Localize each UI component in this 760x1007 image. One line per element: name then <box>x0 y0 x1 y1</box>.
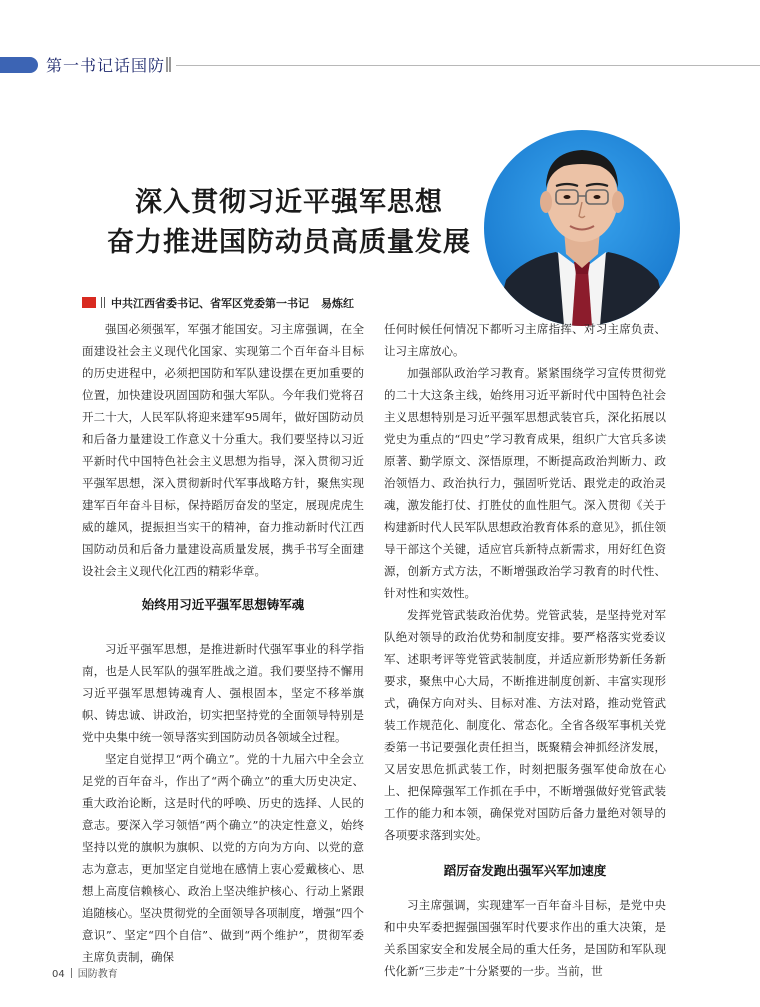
flag-icon <box>82 297 96 308</box>
article-title-line-2: 奋力推进国防动员高质量发展 <box>107 227 471 258</box>
paragraph: 强国必须强军，军强才能国安。习主席强调，在全面建设社会主义现代化国家、实现第二个百年奋斗目标的历史进程中，必须把国防和军队建设摆在更加重要的位置，加快建设巩固国防和强大军队。今年我们党将召开二十大，人民军队将迎来建军95周年，做好国防动员和后备力量建设工作意义十分重大。我们要坚持以习近平新时代中国特色社会主义思想为指导，深入贯彻习近平强军思想，深入贯彻新时代军事战略方针，聚焦实现建军百年奋斗目标，保持蹈厉奋发的坚定，展现虎虎生威的雄风，提振担当实干的精神，奋力推动新时代江西国防动员和后备力量建设高质量发展，携手书写全面建设社会主义现代化江西的精彩华章。 <box>82 322 364 578</box>
footer-divider <box>71 968 72 978</box>
section-divider-bars <box>166 57 171 72</box>
section-title: 第一书记话国防 <box>46 56 166 75</box>
article-title-line-1: 深入贯彻习近平强军思想 <box>135 187 443 218</box>
paragraph: 习近平强军思想，是推进新时代强军事业的科学指南，也是人民军队的强军胜战之道。我们要坚持不懈用习近平强军思想铸魂育人、强根固本，坚定不移举旗帜、铸忠诚、讲政治，切实把坚持党的全面领导特别是党中央集中统一领导落实到国防动员各领域全过程。 <box>82 642 364 744</box>
paragraph: 加强部队政治学习教育。紧紧围绕学习宣传贯彻党的二十大这条主线，始终用习近平新时代中国特色社会主义思想特别是习近平强军思想武装官兵，深化拓展以党史为重点的“四史”学习教育成果，组织广大官兵多读原著、勤学原文、深悟原理，不断提高政治判断力、政治领悟力、政治执行力，强固听党话、跟党走的政治灵魂，激发能打仗、打胜仗的血性胆气。深入贯彻《关于构建新时代人民军队思想政治教育体系的意见》，抓住领导干部这个关键，适应官兵新特点新需求，用好红色资源，创新方式方法，不断增强政治学习教育的时代性、针对性和实效性。 <box>384 366 666 600</box>
author-byline <box>111 295 354 311</box>
paragraph: 习主席强调，实现建军一百年奋斗目标，是党中央和中央军委把握强国强军时代要求作出的重大决策，是关系国家安全和发展全局的重大任务，是国防和军队现代化新“三步走”十分紧要的一步。当前，世 <box>384 898 666 978</box>
author-affiliation: 中共江西省委书记、省军区党委第一书记 <box>111 297 309 310</box>
section-marker <box>0 57 38 73</box>
publication-name: 国防教育 <box>77 969 118 980</box>
header-rule <box>176 65 760 66</box>
section-heading: 蹈厉奋发跑出强军兴军加速度 <box>443 863 607 878</box>
paragraph: 发挥党管武装政治优势。党管武装，是坚持党对军队绝对领导的政治优势和制度安排。要严格落实党委议军、述职考评等党管武装制度，并适应新形势新任务新要求，聚焦中心大局，不断推进制度创新、丰富实现形式，确保方向对头、目标对准、方法对路，推动党管武装工作规范化、制度化、常态化。全省各级军事机关党委第一书记要强化责任担当，既聚精会神抓经济发展，又居安思危抓武装工作，时刻把服务强军使命放在心上、把保障强军工作抓在手中，不断增强做好党管武装工作的能力和本领，确保党对国防后备力量绝对领导的各项要求落到实处。 <box>384 608 666 842</box>
page-number: 04 <box>52 969 65 980</box>
section-heading: 始终用习近平强军思想铸军魂 <box>141 597 305 612</box>
paragraph: 坚定自觉捍卫“两个确立”。党的十九届六中全会立足党的百年奋斗，作出了“两个确立”的重大历史决定、重大政治论断，这是时代的呼唤、历史的选择、人民的意志。要深入学习领悟“两个确立”的决定性意义，始终坚持以党的旗帜为旗帜、以党的方向为方向、以党的意志为意志，更加坚定自觉地在感情上衷心爱戴核心、思想上高度信赖核心、政治上坚决维护核心、行动上紧跟追随核心。坚决贯彻党的全面领导各项制度，增强“四个意识”、坚定“四个自信”、做到“两个维护”，贯彻军委主席负责制，确保 <box>82 752 364 964</box>
body-column-left <box>82 318 364 968</box>
paragraph: 任何时候任何情况下都听习主席指挥、对习主席负责、让习主席放心。 <box>384 322 666 358</box>
byline-divider-bars <box>101 297 105 308</box>
author-portrait <box>484 130 680 326</box>
author-name: 易炼红 <box>321 297 354 310</box>
body-column-right <box>384 318 666 982</box>
page-footer <box>52 965 118 980</box>
